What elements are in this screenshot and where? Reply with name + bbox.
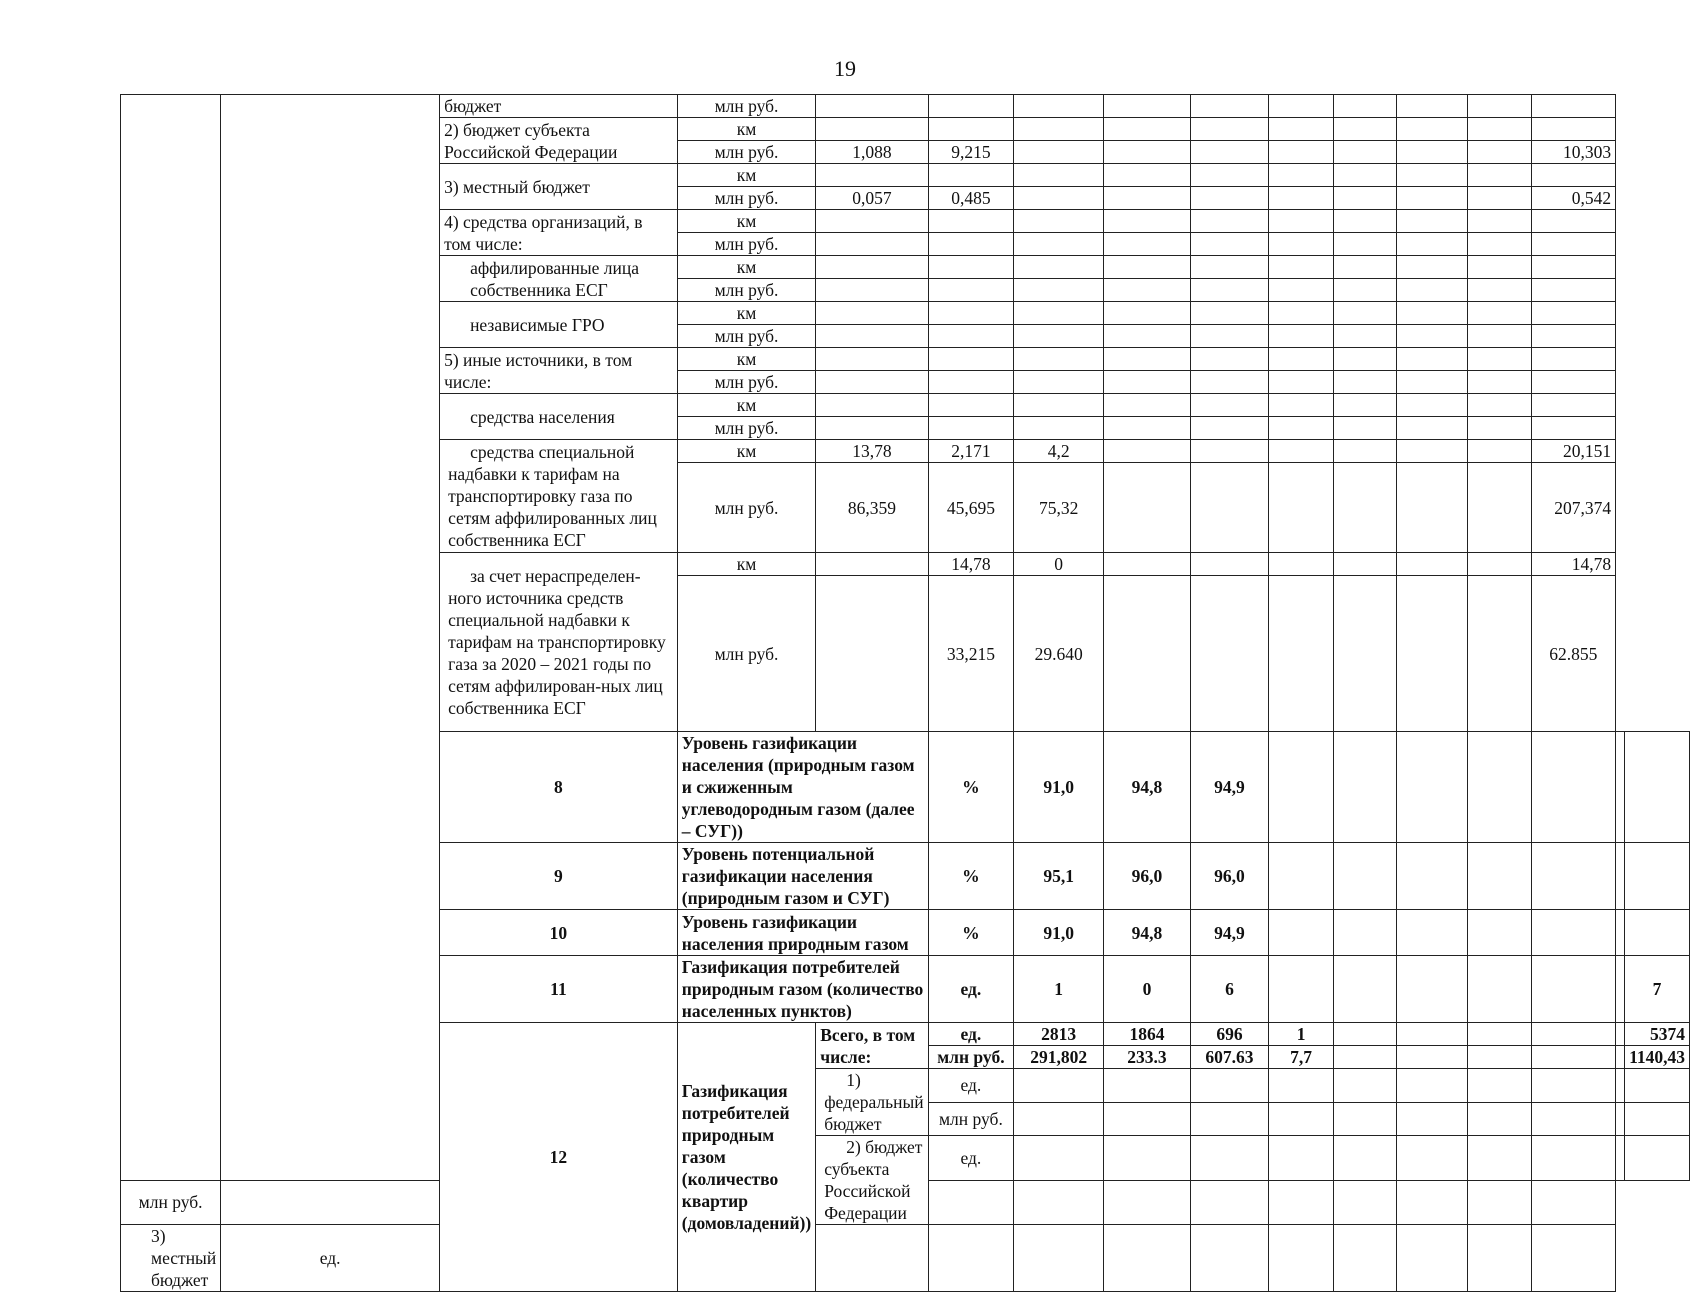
row-sublabel: 5) иные источники, в том числе:: [440, 348, 678, 394]
unit-cell: млн руб.: [677, 325, 815, 348]
row-sublabel: 3) местный бюджет: [440, 164, 678, 210]
total-cell: 207,374: [1531, 463, 1616, 553]
total-cell: 7: [1625, 956, 1690, 1023]
value-cell: 94,8: [1104, 910, 1191, 956]
value-cell: 291,802: [1014, 1046, 1104, 1069]
value-cell: 0,485: [928, 187, 1014, 210]
row-sublabel: 2) бюджет субъекта Российской Федерации: [440, 118, 678, 164]
value-cell: 0: [1014, 553, 1104, 576]
unit-cell: млн руб.: [928, 1102, 1014, 1136]
value-cell: 33,215: [928, 576, 1014, 732]
indicators-table-wrapper: [120, 94, 1690, 1292]
unit-cell: км: [677, 553, 815, 576]
value-cell: 91,0: [1014, 910, 1104, 956]
total-cell: 62.855: [1531, 576, 1616, 732]
total-cell: 10,303: [1531, 141, 1616, 164]
unit-cell: км: [677, 118, 815, 141]
unit-cell: млн руб.: [677, 576, 815, 732]
row-sublabel: 1) федеральный бюджет: [816, 1069, 928, 1136]
value-cell: 607.63: [1190, 1046, 1268, 1069]
value-cell: 96,0: [1104, 843, 1191, 910]
value-cell: 29.640: [1014, 576, 1104, 732]
unit-cell: ед.: [928, 1069, 1014, 1103]
value-cell: 2813: [1014, 1023, 1104, 1046]
value-cell: 94,8: [1104, 732, 1191, 843]
unit-cell: ед.: [928, 956, 1014, 1023]
value-cell: 7,7: [1269, 1046, 1334, 1069]
total-cell: 0,542: [1531, 187, 1616, 210]
row-sublabel: независимые ГРО: [440, 302, 678, 348]
row-sublabel: бюджет: [440, 95, 678, 118]
unit-cell: млн руб.: [677, 279, 815, 302]
value-cell: 94,9: [1190, 910, 1268, 956]
row-sublabel: Всего, в том числе:: [816, 1023, 928, 1069]
row-sublabel: 2) бюджет субъекта Российской Федерации: [816, 1136, 928, 1225]
unit-cell: км: [677, 302, 815, 325]
value-cell: 0: [1104, 956, 1191, 1023]
row-label: Уровень потенциальной газификации населения (природным газом и СУГ): [677, 843, 928, 910]
row-sublabel: средства специальной надбавки к тарифам на транспортировку газа по сетям аффилированных лиц собственника ЕСГ: [440, 440, 678, 553]
row-sublabel: 4) средства организаций, в том числе:: [440, 210, 678, 256]
value-cell: 0,057: [816, 187, 928, 210]
value-cell: 1864: [1104, 1023, 1191, 1046]
unit-cell: км: [677, 164, 815, 187]
value-cell: 94,9: [1190, 732, 1268, 843]
unit-cell: км: [677, 348, 815, 371]
row-number: 12: [440, 1023, 678, 1292]
row-number-cell-blank: [121, 95, 221, 1181]
value-cell: 86,359: [816, 463, 928, 553]
row-label: Газификация потребителей природным газом (количество населенных пунктов): [677, 956, 928, 1023]
unit-cell: млн руб.: [928, 1046, 1014, 1069]
unit-cell: км: [677, 210, 815, 233]
unit-cell: млн руб.: [677, 463, 815, 553]
row-number: 10: [440, 910, 678, 956]
value-cell: 75,32: [1014, 463, 1104, 553]
page-number: 19: [834, 56, 856, 81]
row-label: Уровень газификации населения природным газом: [677, 910, 928, 956]
value-cell: 2,171: [928, 440, 1014, 463]
unit-cell: км: [677, 256, 815, 279]
value-cell: 6: [1190, 956, 1268, 1023]
indicators-table: [120, 94, 1690, 1292]
unit-cell: %: [928, 843, 1014, 910]
row-sublabel: за счет нераспределен-ного источника средств специальной надбавки к тарифам на транспортировку газа за 2020 – 2021 годы по сетям аффилирован-ных лиц собственника ЕСГ: [440, 553, 678, 732]
unit-cell: млн руб.: [677, 95, 815, 118]
row-number: 8: [440, 732, 678, 843]
row-sublabel: аффилированные лица собственника ЕСГ: [440, 256, 678, 302]
table-row: [121, 1225, 1690, 1292]
table-row: [121, 95, 1690, 118]
row-label-cell-blank: [221, 95, 440, 1181]
total-cell: 5374: [1625, 1023, 1690, 1046]
total-cell: 14,78: [1531, 553, 1616, 576]
value-cell: 14,78: [928, 553, 1014, 576]
row-sublabel: средства населения: [440, 394, 678, 440]
unit-cell: млн руб.: [677, 233, 815, 256]
value-cell: 9,215: [928, 141, 1014, 164]
total-cell: 1140,43: [1625, 1046, 1690, 1069]
row-label: Газификация потребителей природным газом (количество квартир (домовладений)): [677, 1023, 815, 1292]
unit-cell: ед.: [928, 1136, 1014, 1181]
value-cell: 233.3: [1104, 1046, 1191, 1069]
value-cell: 96,0: [1190, 843, 1268, 910]
row-sublabel: 3) местный бюджет: [121, 1225, 221, 1292]
total-cell: 20,151: [1531, 440, 1616, 463]
unit-cell: %: [928, 732, 1014, 843]
value-cell: 696: [1190, 1023, 1268, 1046]
row-label: Уровень газификации населения (природным газом и сжиженным углеводородным газом (далее – СУГ)): [677, 732, 928, 843]
unit-cell: млн руб.: [121, 1180, 221, 1225]
value-cell: 91,0: [1014, 732, 1104, 843]
unit-cell: ед.: [928, 1023, 1014, 1046]
value-cell: 4,2: [1014, 440, 1104, 463]
unit-cell: млн руб.: [677, 187, 815, 210]
unit-cell: %: [928, 910, 1014, 956]
row-number: 9: [440, 843, 678, 910]
unit-cell: км: [677, 440, 815, 463]
row-number: 11: [440, 956, 678, 1023]
unit-cell: млн руб.: [677, 417, 815, 440]
value-cell: 1,088: [816, 141, 928, 164]
unit-cell: км: [677, 394, 815, 417]
value-cell: 13,78: [816, 440, 928, 463]
unit-cell: ед.: [221, 1225, 440, 1292]
value-cell: 45,695: [928, 463, 1014, 553]
value-cell: 1: [1014, 956, 1104, 1023]
value-cell: 1: [1269, 1023, 1334, 1046]
unit-cell: млн руб.: [677, 371, 815, 394]
unit-cell: млн руб.: [677, 141, 815, 164]
value-cell: 95,1: [1014, 843, 1104, 910]
